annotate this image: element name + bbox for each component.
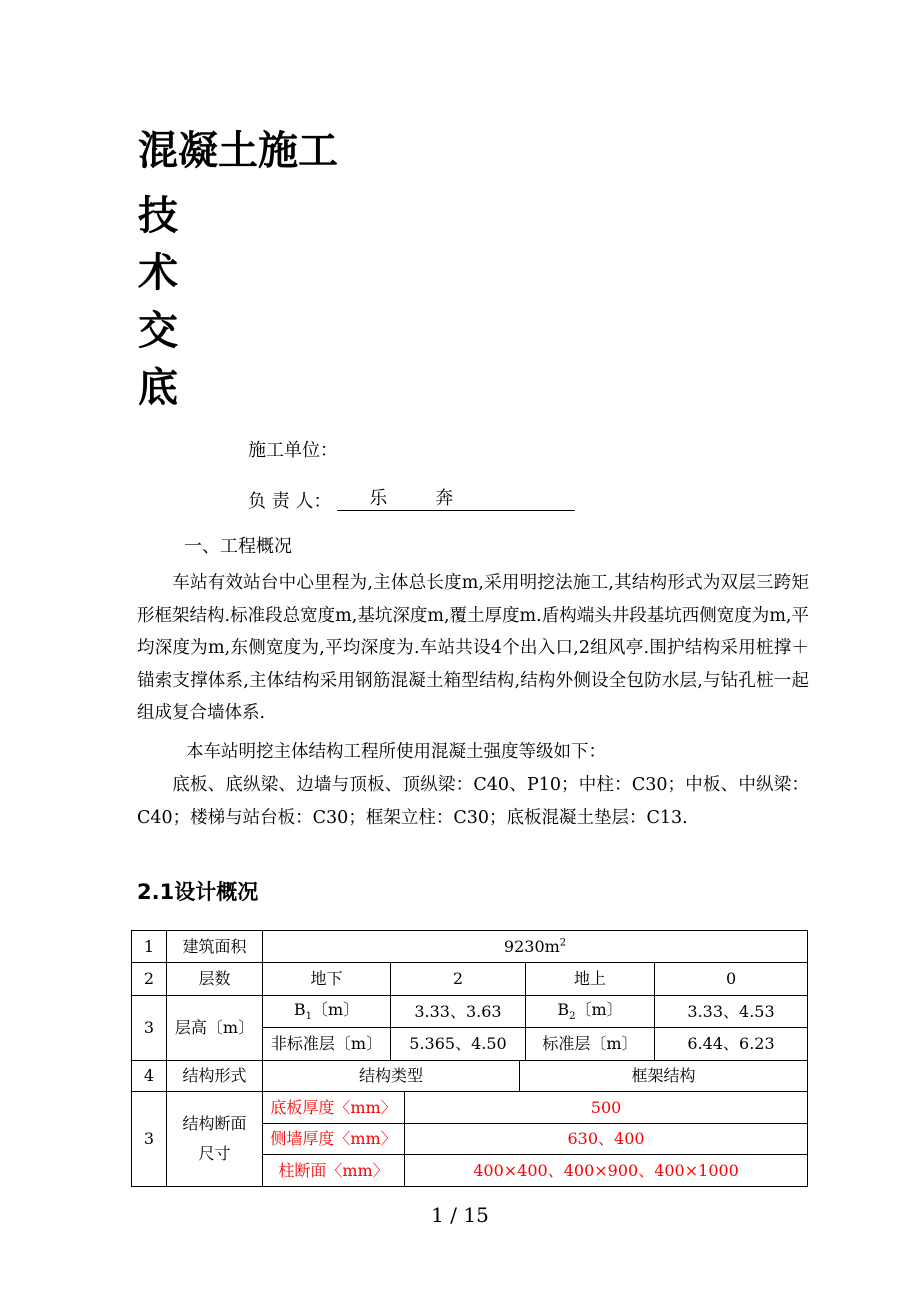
cell-column-section-value: 400×400、400×900、400×1000 (405, 1155, 808, 1187)
building-area-unit-superscript: 2 (559, 937, 567, 949)
cell-nonstandard-floor-label: 非标准层〔m〕 (263, 1028, 391, 1061)
paragraph-project-overview (137, 567, 809, 730)
cell-structure-type-value: 框架结构 (520, 1061, 808, 1092)
row-number: 3 (132, 1092, 167, 1187)
cell-bottom-slab-thickness-value: 500 (405, 1092, 808, 1124)
person-name-part-2: 奔 (435, 488, 454, 509)
row-label-line-2: 尺寸 (198, 1144, 231, 1163)
document-title-line-1: 混凝土施工 (138, 128, 338, 174)
design-overview-table (131, 930, 808, 1187)
paragraph-project-overview-text: 车站有效站台中心里程为,主体总长度m,采用明挖法施工,其结构形式为双层三跨矩形框架结构.标准段总宽度m,基坑深度m,覆土厚度m.盾构端头井段基坑西侧宽度为m,平均深度为m,东侧宽度为,平均深度为.车站共设4个出入口,2组风亭.围护结构采用桩撑＋锚索支撑体系,主体结构采用钢筋混凝土箱型结构,结构外侧设全包防水层,与钻孔桩一起组成复合墙体系. (137, 573, 809, 723)
responsible-person-name (337, 490, 575, 511)
cell-underground-label: 地下 (263, 963, 391, 996)
building-area-value (263, 931, 808, 963)
section-heading-design-overview: 2.1设计概况 (137, 880, 259, 904)
b1-main: B (293, 999, 306, 1019)
cell-side-wall-thickness-value: 630、400 (405, 1124, 808, 1155)
table-row (132, 931, 808, 963)
cell-structure-type-label: 结构类型 (263, 1061, 520, 1092)
paragraph-concrete-grade-intro (137, 736, 809, 769)
cell-underground-value: 2 (391, 963, 526, 996)
row-number: 2 (132, 963, 167, 996)
paragraph-concrete-grades-text: 底板、底纵梁、边墙与顶板、顶纵梁：C40、P10；中柱：C30；中板、中纵梁：C40；楼梯与站台板：C30；框架立柱：C30；底板混凝土垫层：C13. (137, 775, 809, 828)
cell-nonstandard-floor-value: 5.365、4.50 (391, 1028, 526, 1061)
cell-column-section-label: 柱断面〈mm〉 (263, 1155, 405, 1187)
b2-unit: 〔m〕 (575, 999, 623, 1019)
row-label-line-1: 结构断面 (182, 1114, 247, 1133)
page-number: 1 / 15 (431, 1203, 489, 1227)
document-title-line-5: 底 (138, 365, 178, 411)
row-label (167, 1092, 263, 1187)
row-number: 4 (132, 1061, 167, 1092)
section-heading-overview: 一、工程概况 (184, 536, 292, 557)
paragraph-concrete-grade-intro-text: 本车站明挖主体结构工程所使用混凝土强度等级如下： (186, 742, 606, 762)
document-title-line-4: 交 (138, 308, 178, 354)
cell-b2-value: 3.33、4.53 (655, 996, 808, 1028)
b2-subscript: 2 (569, 1011, 576, 1023)
building-area-number: 9230m (503, 936, 560, 956)
cell-bottom-slab-thickness-label: 底板厚度〈mm〉 (263, 1092, 405, 1124)
cell-standard-floor-value: 6.44、6.23 (655, 1028, 808, 1061)
document-title-line-3: 术 (138, 250, 178, 296)
document-title-line-2: 技 (138, 193, 178, 239)
table-row (132, 1092, 808, 1124)
paragraph-concrete-grades (137, 769, 809, 834)
row-label: 结构形式 (167, 1061, 263, 1092)
cell-aboveground-value: 0 (655, 963, 808, 996)
table-row (132, 996, 808, 1028)
b1-subscript: 1 (305, 1011, 312, 1023)
row-label: 层高〔m〕 (167, 996, 263, 1061)
person-name-part-1: 乐 (369, 488, 388, 509)
cell-side-wall-thickness-label: 侧墙厚度〈mm〉 (263, 1124, 405, 1155)
cell-aboveground-label: 地上 (526, 963, 655, 996)
table-row (132, 963, 808, 996)
cell-standard-floor-label: 标准层〔m〕 (526, 1028, 655, 1061)
b1-unit: 〔m〕 (311, 999, 360, 1019)
responsible-person-label: 负 责 人： (248, 491, 332, 512)
cell-b2-label (526, 996, 655, 1028)
row-number: 1 (132, 931, 167, 963)
table-row (132, 1061, 808, 1092)
row-label: 层数 (167, 963, 263, 996)
b2-main: B (557, 999, 570, 1019)
row-number: 3 (132, 996, 167, 1061)
construction-unit-label: 施工单位： (248, 440, 338, 461)
row-label: 建筑面积 (167, 931, 263, 963)
cell-b1-value: 3.33、3.63 (391, 996, 526, 1028)
responsible-person-row (248, 490, 575, 511)
cell-b1-label (263, 996, 391, 1028)
